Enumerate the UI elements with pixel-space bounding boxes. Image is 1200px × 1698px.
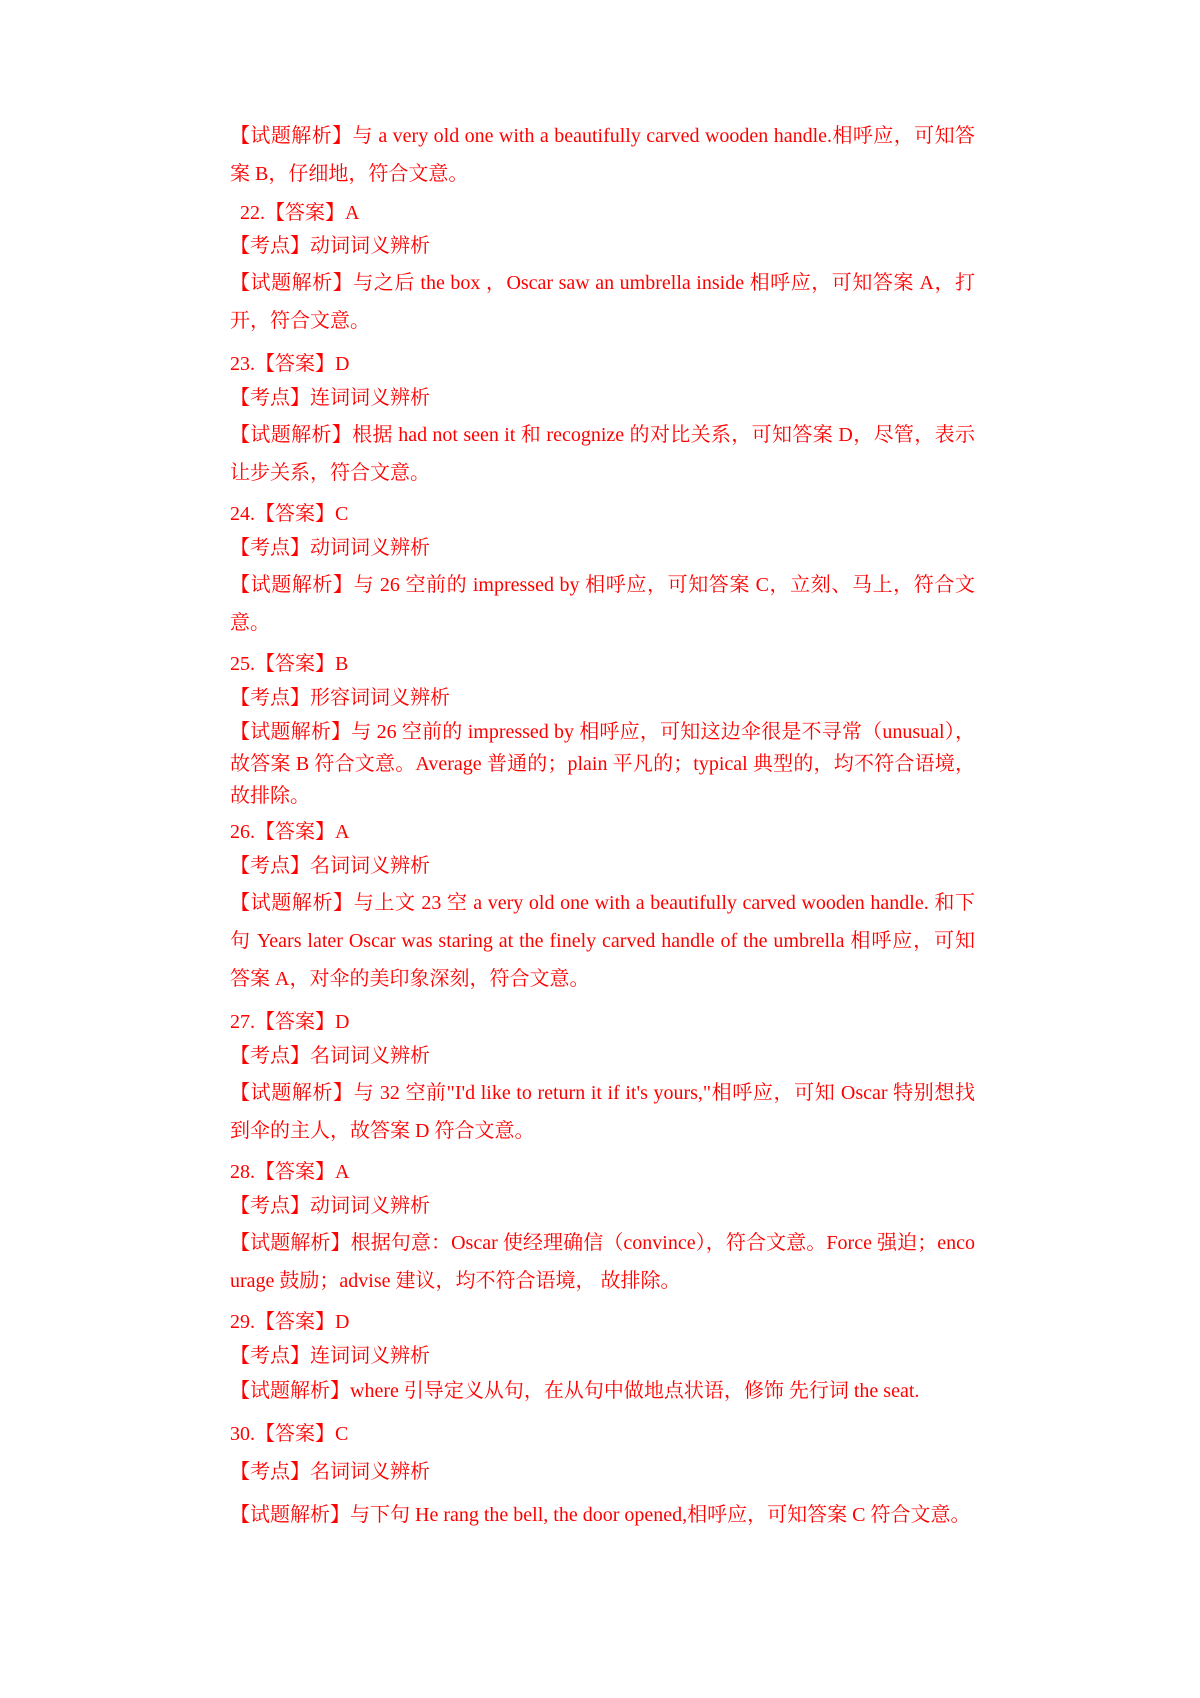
answer-27: 27.【答案】D	[230, 1011, 350, 1033]
analysis-25: 【试题解析】与 26 空前的 impressed by 相呼应，可知这边伞很是不寻常（unusual），故答案 B 符合文意。Average 普通的；plain 平凡的；typical 典型的，均不符合语境，故排除。	[230, 721, 975, 807]
test-point-22: 【考点】动词词义辨析	[230, 235, 430, 257]
answer-28: 28.【答案】A	[230, 1161, 350, 1183]
analysis-24: 【试题解析】与 26 空前的 impressed by 相呼应，可知答案 C，立刻、马上，符合文意。	[230, 574, 975, 634]
answer-23: 23.【答案】D	[230, 353, 350, 375]
test-point-26: 【考点】名词词义辨析	[230, 855, 430, 877]
analysis-28: 【试题解析】根据句意：Oscar 使经理确信（convince），符合文意。Force 强迫；encourage 鼓励；advise 建议，均不符合语境， 故排除。	[230, 1232, 975, 1292]
test-point-24: 【考点】动词词义辨析	[230, 537, 430, 559]
analysis-23: 【试题解析】根据 had not seen it 和 recognize 的对比关系，可知答案 D，尽管，表示让步关系，符合文意。	[230, 424, 975, 484]
test-point-27: 【考点】名词词义辨析	[230, 1045, 430, 1067]
answer-25: 25.【答案】B	[230, 653, 349, 675]
test-point-23: 【考点】连词词义辨析	[230, 387, 430, 409]
answer-30: 30.【答案】C	[230, 1423, 349, 1445]
answer-24: 24.【答案】C	[230, 503, 349, 525]
analysis-26: 【试题解析】与上文 23 空 a very old one with a beautifully carved wooden handle. 和下句 Years later Oscar was staring at the finely carved handle of the umbrella 相呼应，可知答案 A，对伞的美印象深刻，符合文意。	[230, 892, 975, 990]
answer-29: 29.【答案】D	[230, 1311, 350, 1333]
answer-22: 22.【答案】A	[240, 202, 360, 224]
analysis-30: 【试题解析】与下句 He rang the bell, the door opened,相呼应，可知答案 C 符合文意。	[230, 1504, 971, 1526]
test-point-30: 【考点】名词词义辨析	[230, 1461, 430, 1483]
analysis-22: 【试题解析】与之后 the box ，Oscar saw an umbrella inside 相呼应，可知答案 A，打开，符合文意。	[230, 272, 975, 332]
test-point-29: 【考点】连词词义辨析	[230, 1345, 430, 1367]
answer-26: 26.【答案】A	[230, 821, 350, 843]
analysis-21: 【试题解析】与 a very old one with a beautifully carved wooden handle.相呼应，可知答案 B，仔细地，符合文意。	[230, 125, 975, 185]
test-point-28: 【考点】动词词义辨析	[230, 1195, 430, 1217]
test-point-25: 【考点】形容词词义辨析	[230, 687, 450, 709]
analysis-29: 【试题解析】where 引导定义从句，在从句中做地点状语，修饰 先行词 the seat.	[230, 1380, 920, 1402]
analysis-27: 【试题解析】与 32 空前"I'd like to return it if it's yours,"相呼应，可知 Oscar 特别想找到伞的主人，故答案 D 符合文意。	[230, 1082, 975, 1142]
